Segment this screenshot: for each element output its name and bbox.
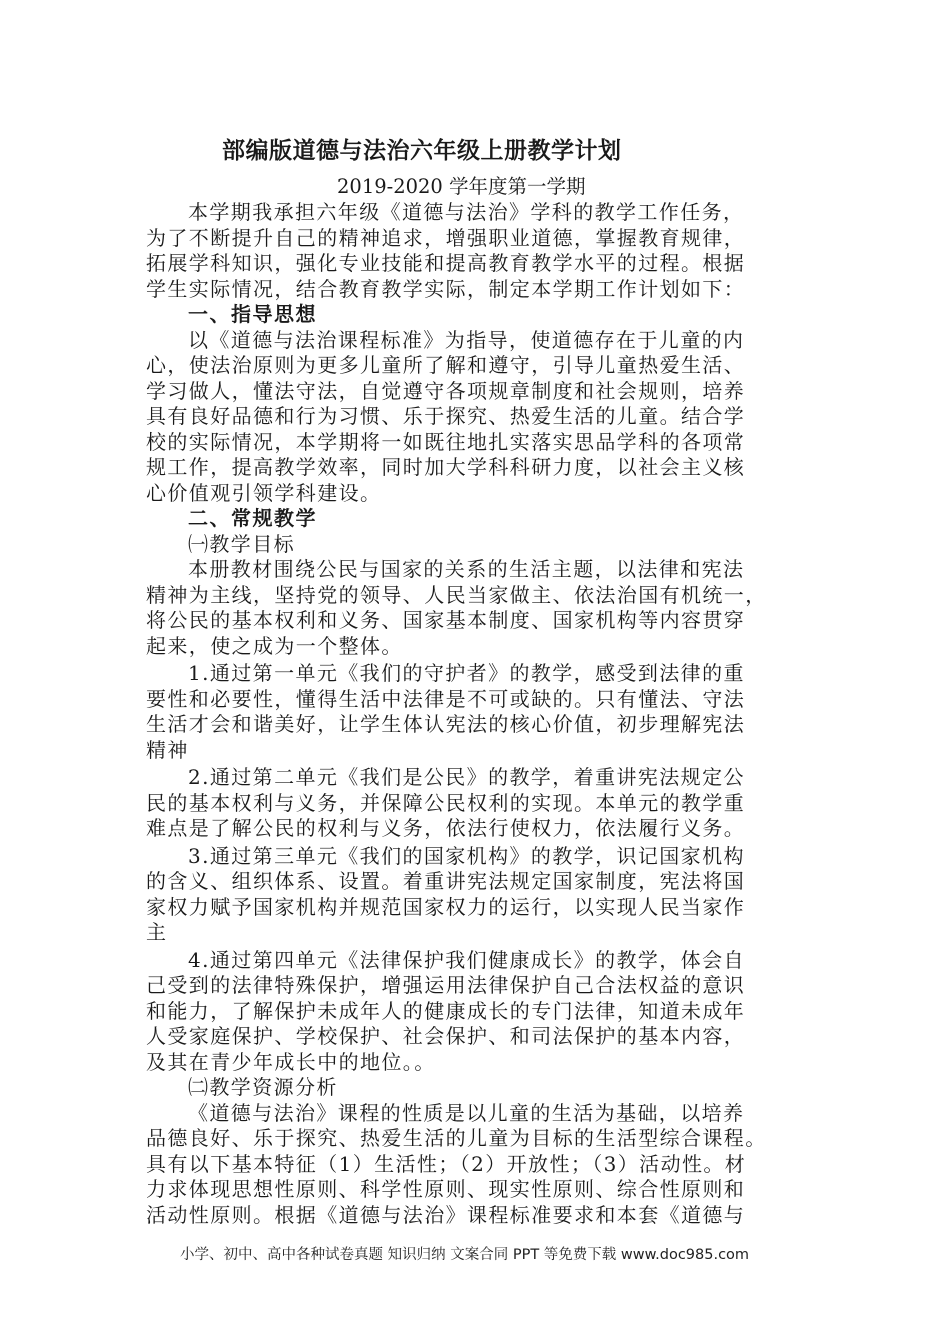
paragraph-line: 精神为主线，坚持党的领导、人民当家做主、依法治国有机统一， bbox=[146, 582, 767, 607]
paragraph-line: 心价值观引领学科建设。 bbox=[146, 480, 382, 505]
paragraph-line: 规工作，提高教学效率，同时加大学科科研力度，以社会主义核 bbox=[146, 455, 746, 479]
paragraph-line: 具有以下基本特征（1）生活性；（2）开放性；（3）活动性。材 bbox=[146, 1151, 747, 1176]
goal-line: 要性和必要性，懂得生活中法律是不可或缺的。只有懂法、守法 bbox=[146, 686, 746, 711]
subsection-heading-teaching-goals: ㈠教学目标 bbox=[188, 531, 295, 556]
goal-line: 民的基本权利与义务，并保障公民权利的实现。本单元的教学重 bbox=[146, 790, 746, 815]
paragraph-line: 将公民的基本权利和义务、国家基本制度、国家机构等内容贯穿 bbox=[146, 608, 746, 632]
goal-line: 和能力，了解保护未成年人的健康成长的专门法律，知道未成年 bbox=[146, 998, 746, 1023]
paragraph-line: 起来，使之成为一个整体。 bbox=[146, 633, 403, 658]
goal-line: 1.通过第一单元《我们的守护者》的教学，感受到法律的重 bbox=[188, 661, 745, 685]
goal-line: 人受家庭保护、学校保护、社会保护、和司法保护的基本内容， bbox=[146, 1024, 746, 1048]
paragraph-line: 品德良好、乐于探究、热爱生活的儿童为目标的生活型综合课程。 bbox=[146, 1126, 767, 1150]
goal-line: 精神 bbox=[146, 737, 189, 762]
intro-line: 学生实际情况，结合教育教学实际，制定本学期工作计划如下： bbox=[146, 276, 746, 301]
goal-line: 4.通过第四单元《法律保护我们健康成长》的教学，体会自 bbox=[188, 947, 745, 972]
goal-line: 3.通过第三单元《我们的国家机构》的教学，识记国家机构 bbox=[188, 843, 745, 868]
section-heading-guiding-ideology: 一、指导思想 bbox=[188, 302, 317, 326]
goal-line: 2.通过第二单元《我们是公民》的教学，着重讲宪法规定公 bbox=[188, 765, 745, 789]
goal-line: 己受到的法律特殊保护，增强运用法律保护自己合法权益的意识 bbox=[146, 973, 746, 997]
goal-line: 的含义、组织体系、设置。着重讲宪法规定国家制度，宪法将国 bbox=[146, 869, 746, 893]
paragraph-line: 以《道德与法治课程标准》为指导，使道德存在于儿童的内 bbox=[188, 327, 745, 352]
paragraph-line: 《道德与法治》课程的性质是以儿童的生活为基础，以培养 bbox=[188, 1100, 745, 1125]
goal-line: 及其在青少年成长中的地位。。 bbox=[146, 1049, 436, 1074]
document-subtitle: 2019-2020 学年度第一学期 bbox=[337, 175, 586, 198]
paragraph-line: 心，使法治原则为更多儿童所了解和遵守，引导儿童热爱生活、 bbox=[146, 353, 746, 377]
document-body bbox=[146, 200, 806, 1228]
intro-line: 为了不断提升自己的精神追求，增强职业道德，掌握教育规律， bbox=[146, 225, 746, 250]
subsection-heading-resource-analysis: ㈡教学资源分析 bbox=[188, 1075, 338, 1099]
paragraph-line: 学习做人，懂法守法，自觉遵守各项规章制度和社会规则，培养 bbox=[146, 378, 746, 403]
section-heading-routine-teaching: 二、常规教学 bbox=[188, 506, 317, 530]
paragraph-line: 力求体现思想性原则、科学性原则、现实性原则、综合性原则和 bbox=[146, 1177, 746, 1201]
intro-line: 拓展学科知识，强化专业技能和提高教育教学水平的过程。根据 bbox=[146, 251, 746, 275]
goal-line: 家权力赋予国家机构并规范国家权力的运行，以实现人民当家作 bbox=[146, 894, 746, 919]
goal-line: 难点是了解公民的权利与义务，依法行使权力，依法履行义务。 bbox=[146, 816, 746, 840]
intro-line: 本学期我承担六年级《道德与法治》学科的教学工作任务， bbox=[188, 200, 745, 224]
paragraph-line: 具有良好品德和行为习惯、乐于探究、热爱生活的儿童。结合学 bbox=[146, 404, 746, 428]
goal-line: 生活才会和谐美好，让学生体认宪法的核心价值，初步理解宪法 bbox=[146, 712, 746, 736]
paragraph-line: 活动性原则。根据《道德与法治》课程标准要求和本套《道德与 bbox=[146, 1202, 746, 1227]
paragraph-line: 本册教材围绕公民与国家的关系的生活主题，以法律和宪法 bbox=[188, 557, 745, 581]
paragraph-line: 校的实际情况，本学期将一如既往地扎实落实思品学科的各项常 bbox=[146, 429, 746, 454]
goal-line: 主 bbox=[146, 920, 168, 944]
page-footer: 小学、初中、高中各种试卷真题 知识归纳 文案合同 PPT 等免费下载 www.doc985.com bbox=[180, 1247, 750, 1263]
document-title: 部编版道德与法治六年级上册教学计划 bbox=[222, 138, 622, 164]
